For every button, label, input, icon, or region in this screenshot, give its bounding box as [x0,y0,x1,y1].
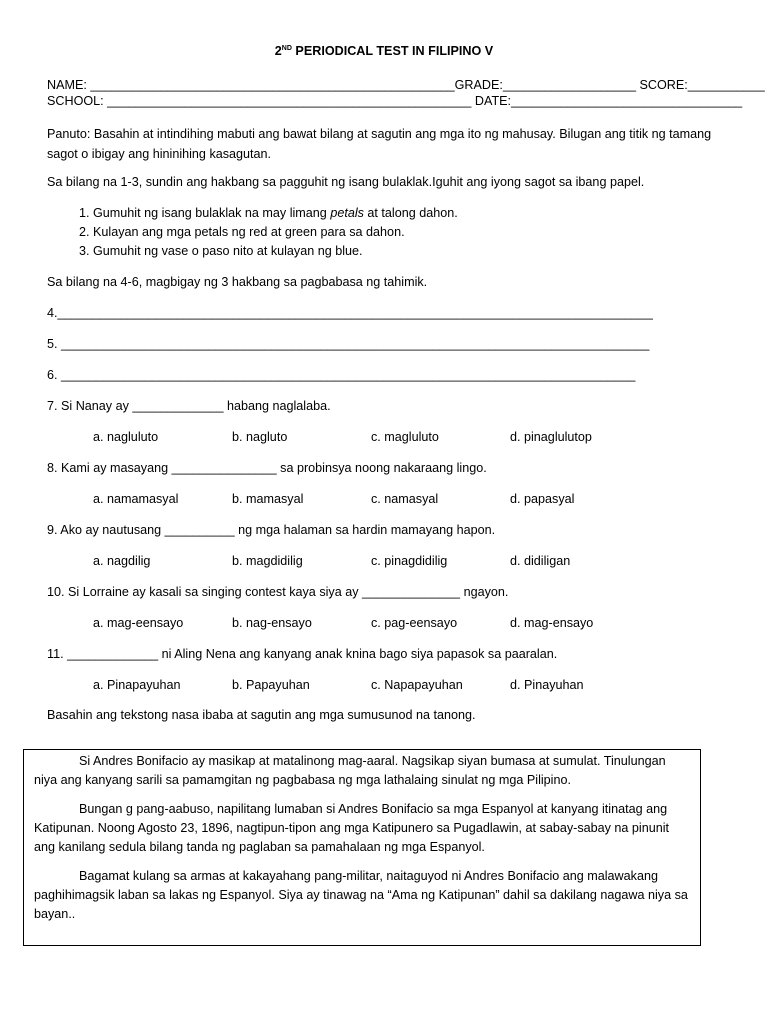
question-8: 8. Kami ay masayang _______________ sa probinsya noong nakaraang lingo. [47,461,487,475]
page-title: 2ND PERIODICAL TEST IN FILIPINO V [274,44,494,58]
reading-intro: Basahin ang tekstong nasa ibaba at sagutin ang mga sumusunod na tanong. [47,708,476,722]
passage-paragraph-1: Si Andres Bonifacio ay masikap at matalinong mag-aaral. Nagsikap siyan bumasa at sumulat. Tinulungan niya ang kanyang sarili sa pamamgitan ng pagbabasa ng mga lathalaing sinulat ng mga Pilipino. [34,754,666,787]
passage-paragraph-3: Bagamat kulang sa armas at kakayahang pang-militar, naitaguyod ni Andres Bonifacio ang malawakang paghihimagsik laban sa lakas ng Espanyol. Siya ay tinawag na “Ama ng Katipunan” dahil sa dakilang nagawa niya sa bayan.. [34,869,688,921]
reading-passage-box [23,749,701,946]
choice-a: a. mag-eensayo [93,616,184,630]
name-grade-score-line: NAME: ____________________________________________________GRADE:___________________ SCORE:___________ [47,78,765,92]
answer-line-5: 5. ____________________________________________________________________________________ [47,337,650,351]
list-item: 2. Kulayan ang mga petals ng red at green para sa dahon. [93,223,458,242]
choice-d: d. pinaglulutop [510,430,592,444]
choice-b: b. Papayuhan [232,678,310,692]
choice-c: c. namasyal [371,492,439,506]
question-11: 11. _____________ ni Aling Nena ang kanyang anak knina bago siya papasok sa paaralan. [47,647,558,661]
answer-line-4: 4._____________________________________________________________________________________ [47,306,653,320]
choice-a: a. Pinapayuhan [93,678,181,692]
choice-a: a. namamasyal [93,492,179,506]
school-date-line: SCHOOL: ____________________________________________________ DATE:_________________________________ [47,94,743,108]
choice-c: c. Napapayuhan [371,678,463,692]
choice-c: c. pinagdidilig [371,554,448,568]
list-item: 3. Gumuhit ng vase o paso nito at kulayan ng blue. [93,242,458,261]
section2-intro: Sa bilang na 4-6, magbigay ng 3 hakbang sa pagbabasa ng tahimik. [47,275,428,289]
question-10: 10. Si Lorraine ay kasali sa singing contest kaya siya ay ______________ ngayon. [47,585,509,599]
choice-d: d. Pinayuhan [510,678,584,692]
choice-d: d. mag-ensayo [510,616,594,630]
choice-a: a. nagdilig [93,554,151,568]
section1-intro: Sa bilang na 1-3, sundin ang hakbang sa pagguhit ng isang bulaklak.Iguhit ang iyong sagot sa ibang papel. [47,175,645,189]
question-7: 7. Si Nanay ay _____________ habang naglalaba. [47,399,331,413]
choice-b: b. mamasyal [232,492,304,506]
instructions: Panuto: Basahin at intindihing mabuti ang bawat bilang at sagutin ang mga ito ng mahusay. Bilugan ang titik ng tamang sagot o ibigay ang hininihing kasagutan. [47,127,712,161]
question-9: 9. Ako ay nautusang __________ ng mga halaman sa hardin mamayang hapon. [47,523,496,537]
choice-b: b. nag-ensayo [232,616,312,630]
choice-b: b. magdidilig [232,554,303,568]
answer-line-6: 6. __________________________________________________________________________________ [47,368,636,382]
choice-d: d. papasyal [510,492,575,506]
passage-paragraph-2: Bungan g pang-aabuso, napilitang lumaban si Andres Bonifacio sa mga Espanyol at kanyang itinatag ang Katipunan. Noong Agosto 23, 1896, nagtipun-tipon ang mga Katipunero sa Pugadlawin, at sabay-sabay na pinunit ang kanilang sedula bilang tanda ng paglaban sa pamahalaan ng mga Espanyol. [34,802,670,854]
choice-c: c. pag-eensayo [371,616,458,630]
choice-c: c. magluluto [371,430,439,444]
drawing-steps-list [47,204,458,261]
choice-d: d. didiligan [510,554,571,568]
choice-b: b. nagluto [232,430,288,444]
choice-a: a. nagluluto [93,430,159,444]
list-item: 1. Gumuhit ng isang bulaklak na may limang petals at talong dahon. [93,204,458,223]
